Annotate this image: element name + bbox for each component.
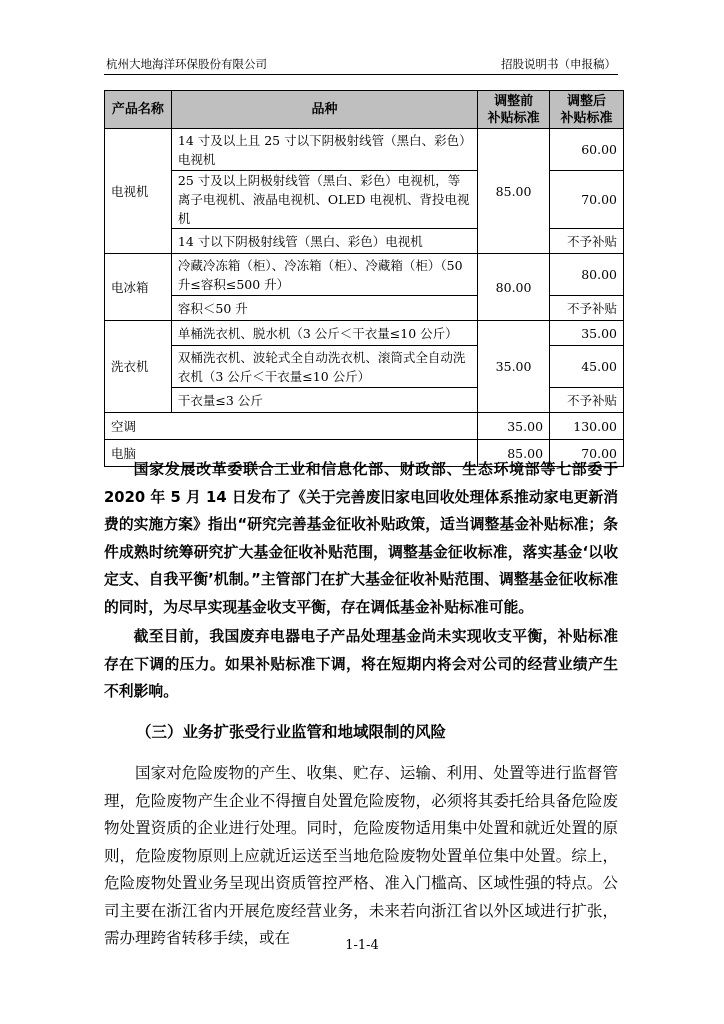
after-value: 130.00 [550,413,624,440]
subsidy-standard-table [104,90,624,467]
variety-cell: 冷藏冷冻箱（柜）、冷冻箱（柜）、冷藏箱（柜）（50升≤容积≤500 升） [171,254,477,296]
header-after: 调整后 补贴标准 [550,91,624,129]
before-value: 80.00 [478,254,550,321]
company-name: 杭州大地海洋环保股份有限公司 [106,57,267,71]
page-header [104,52,618,75]
before-value: 35.00 [478,413,550,440]
after-value: 70.00 [550,440,624,467]
section-heading: （三）业务扩张受行业监管和地域限制的风险 [136,723,447,741]
header-variety: 品种 [171,91,477,129]
category-tv: 电视机 [105,129,172,254]
paragraph-hazardous-waste: 国家对危险废物的产生、收集、贮存、运输、利用、处置等进行监督管理，危险废物产生企业不得擅自处置危险废物，必须将其委托给具备危险废物处置资质的企业进行处理。同时，危险废物适用集中处置和就近处置的原则，危险废物原则上应就近运送至当地危险废物处置单位集中处置。综上，危险废物处置业务呈现出资质管控严格、准入门槛高、区域性强的特点。公司主要在浙江省内开展危废经营业务，未来若向浙江省以外区域进行扩张，需办理跨省转移手续，或在 [104,764,618,947]
variety-cell: 25 寸及以上阴极射线管（黑白、彩色）电视机，等离子电视机、液晶电视机、OLED 电视机、背投电视机 [171,171,477,229]
after-value: 60.00 [550,129,624,171]
table-row [105,129,624,171]
after-value: 35.00 [550,321,624,346]
before-value: 85.00 [478,440,550,467]
header-before: 调整前 补贴标准 [478,91,550,129]
paragraph-policy: 国家发展改革委联合工业和信息化部、财政部、生态环境部等七部委于 2020 年 5 月 14 日发布了《关于完善废旧家电回收处理体系推动家电更新消费的实施方案》指出“研究完善基金征收补贴政策，适当调整基金补贴标准；条件成熟时统筹研究扩大基金征收补贴范围，调整基金征收标准，落实基金‘以收定支、自我平衡’机制。”主管部门在扩大基金征收补贴范围、调整基金征收标准的同时，为尽早实现基金收支平衡，存在调低基金补贴标准可能。 [104,461,618,616]
variety-cell: 容积＜50 升 [171,296,477,321]
after-value: 45.00 [550,346,624,388]
page-number: 1-1-4 [345,938,379,953]
category-fridge: 电冰箱 [105,254,172,321]
variety-cell: 干衣量≤3 公斤 [171,388,477,413]
before-value: 35.00 [478,321,550,413]
table-row [105,321,624,346]
variety-cell: 双桶洗衣机、波轮式全自动洗衣机、滚筒式全自动洗衣机（3 公斤＜干衣量≤10 公斤） [171,346,477,388]
after-value: 70.00 [550,171,624,229]
category-ac: 空调 [105,413,478,440]
document-title: 招股说明书（申报稿） [501,57,616,71]
category-washer: 洗衣机 [105,321,172,413]
after-value: 不予补贴 [550,229,624,254]
after-value: 80.00 [550,254,624,296]
table-row [105,254,624,296]
after-value: 不予补贴 [550,296,624,321]
table-header-row [105,91,624,129]
before-value: 85.00 [478,129,550,254]
variety-cell: 单桶洗衣机、脱水机（3 公斤＜干衣量≤10 公斤） [171,321,477,346]
header-product: 产品名称 [105,91,172,129]
paragraph-subsidy-pressure: 截至目前，我国废弃电器电子产品处理基金尚未实现收支平衡，补贴标准存在下调的压力。如果补贴标准下调，将在短期内将会对公司的经营业绩产生不利影响。 [104,628,618,700]
variety-cell: 14 寸及以上且 25 寸以下阴极射线管（黑白、彩色）电视机 [171,129,477,171]
category-pc: 电脑 [105,440,478,467]
variety-cell: 14 寸以下阴极射线管（黑白、彩色）电视机 [171,229,477,254]
after-value: 不予补贴 [550,388,624,413]
table-row [105,413,624,440]
